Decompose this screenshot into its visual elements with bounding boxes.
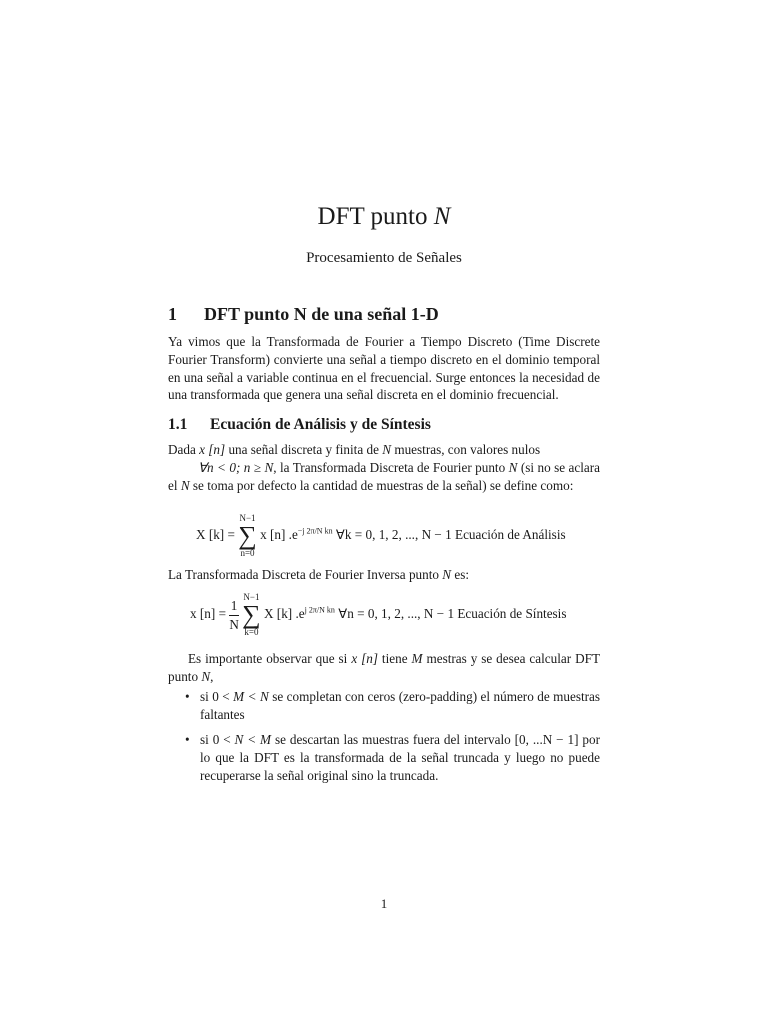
page-number: 1 (380, 896, 388, 911)
section-title: DFT punto N de una señal 1-D (204, 304, 439, 324)
summation-symbol: N−1 ∑ n=0 (238, 513, 257, 558)
intro-paragraph: Ya vimos que la Transformada de Fourier a Tiempo Discreto (Time Discrete Fourier Transform) convierte una señal a tiempo discreto en el dominio temporal en una señal a variable continua en el frecuencial. Surge entonces la necesidad de una transformada que genera una señal discreta en el dominio frecuencial. (168, 334, 600, 403)
fraction: $\frac{1}{N}$ (229, 598, 239, 632)
document-title: DFT punto N (317, 203, 451, 230)
subsection-number: 1.1 (168, 416, 188, 433)
list-item: • si 0 < M < N se completan con ceros (zero-padding) el número de muestras faltantes (185, 689, 601, 722)
title-variable: N (433, 203, 451, 230)
subsection-title: Ecuación de Análisis y de Síntesis (210, 416, 431, 433)
synthesis-equation-label: Ecuación de Síntesis (457, 606, 567, 622)
inverse-intro: La Transformada Discreta de Fourier Inversa punto N es: (168, 567, 470, 582)
analysis-equation-label: Ecuación de Análisis (455, 527, 566, 543)
summation-symbol: N−1 ∑ k=0 (242, 592, 261, 637)
list-item: • si 0 < N < M se descartan las muestras fuera del intervalo [0, ...N − 1] por lo que la DFT es la transformada de la señal truncada y luego no puede recuperarse la señal original sino la truncada. (185, 732, 600, 783)
observation-paragraph: Es importante observar que si x [n] tiene M mestras y se desea calcular DFT punto N, (168, 651, 600, 684)
bullet-icon: • (185, 732, 190, 747)
analysis-equation: X [k] = N−1 ∑ n=0 x [n] $.e^{-j 2\pi/N kn}$ ∀k = 0, 1, 2, ..., N − 1 Ecuación de Análisis (196, 513, 566, 558)
section-number: 1 (168, 304, 177, 324)
definition-paragraph: Dada x [n] una señal discreta y finita de N muestras, con valores nulos ∀n < 0; n ≥ N, la Transformada Discreta de Fourier punto N (si no se aclara el N se toma por defecto la cantidad de muestras de la señal) se define como: (168, 442, 600, 493)
document-subtitle: Procesamiento de Señales (306, 250, 462, 266)
subsection-heading (168, 416, 431, 434)
synthesis-equation: x [n] = $\frac{1}{N}$ N−1 ∑ k=0 X [k] $.e^{j 2\pi/N kn}$ ∀n = 0, 1, 2, ..., N − 1 Ecuación de Síntesis (190, 592, 567, 637)
section-heading (168, 304, 439, 325)
bullet-icon: • (185, 689, 190, 704)
